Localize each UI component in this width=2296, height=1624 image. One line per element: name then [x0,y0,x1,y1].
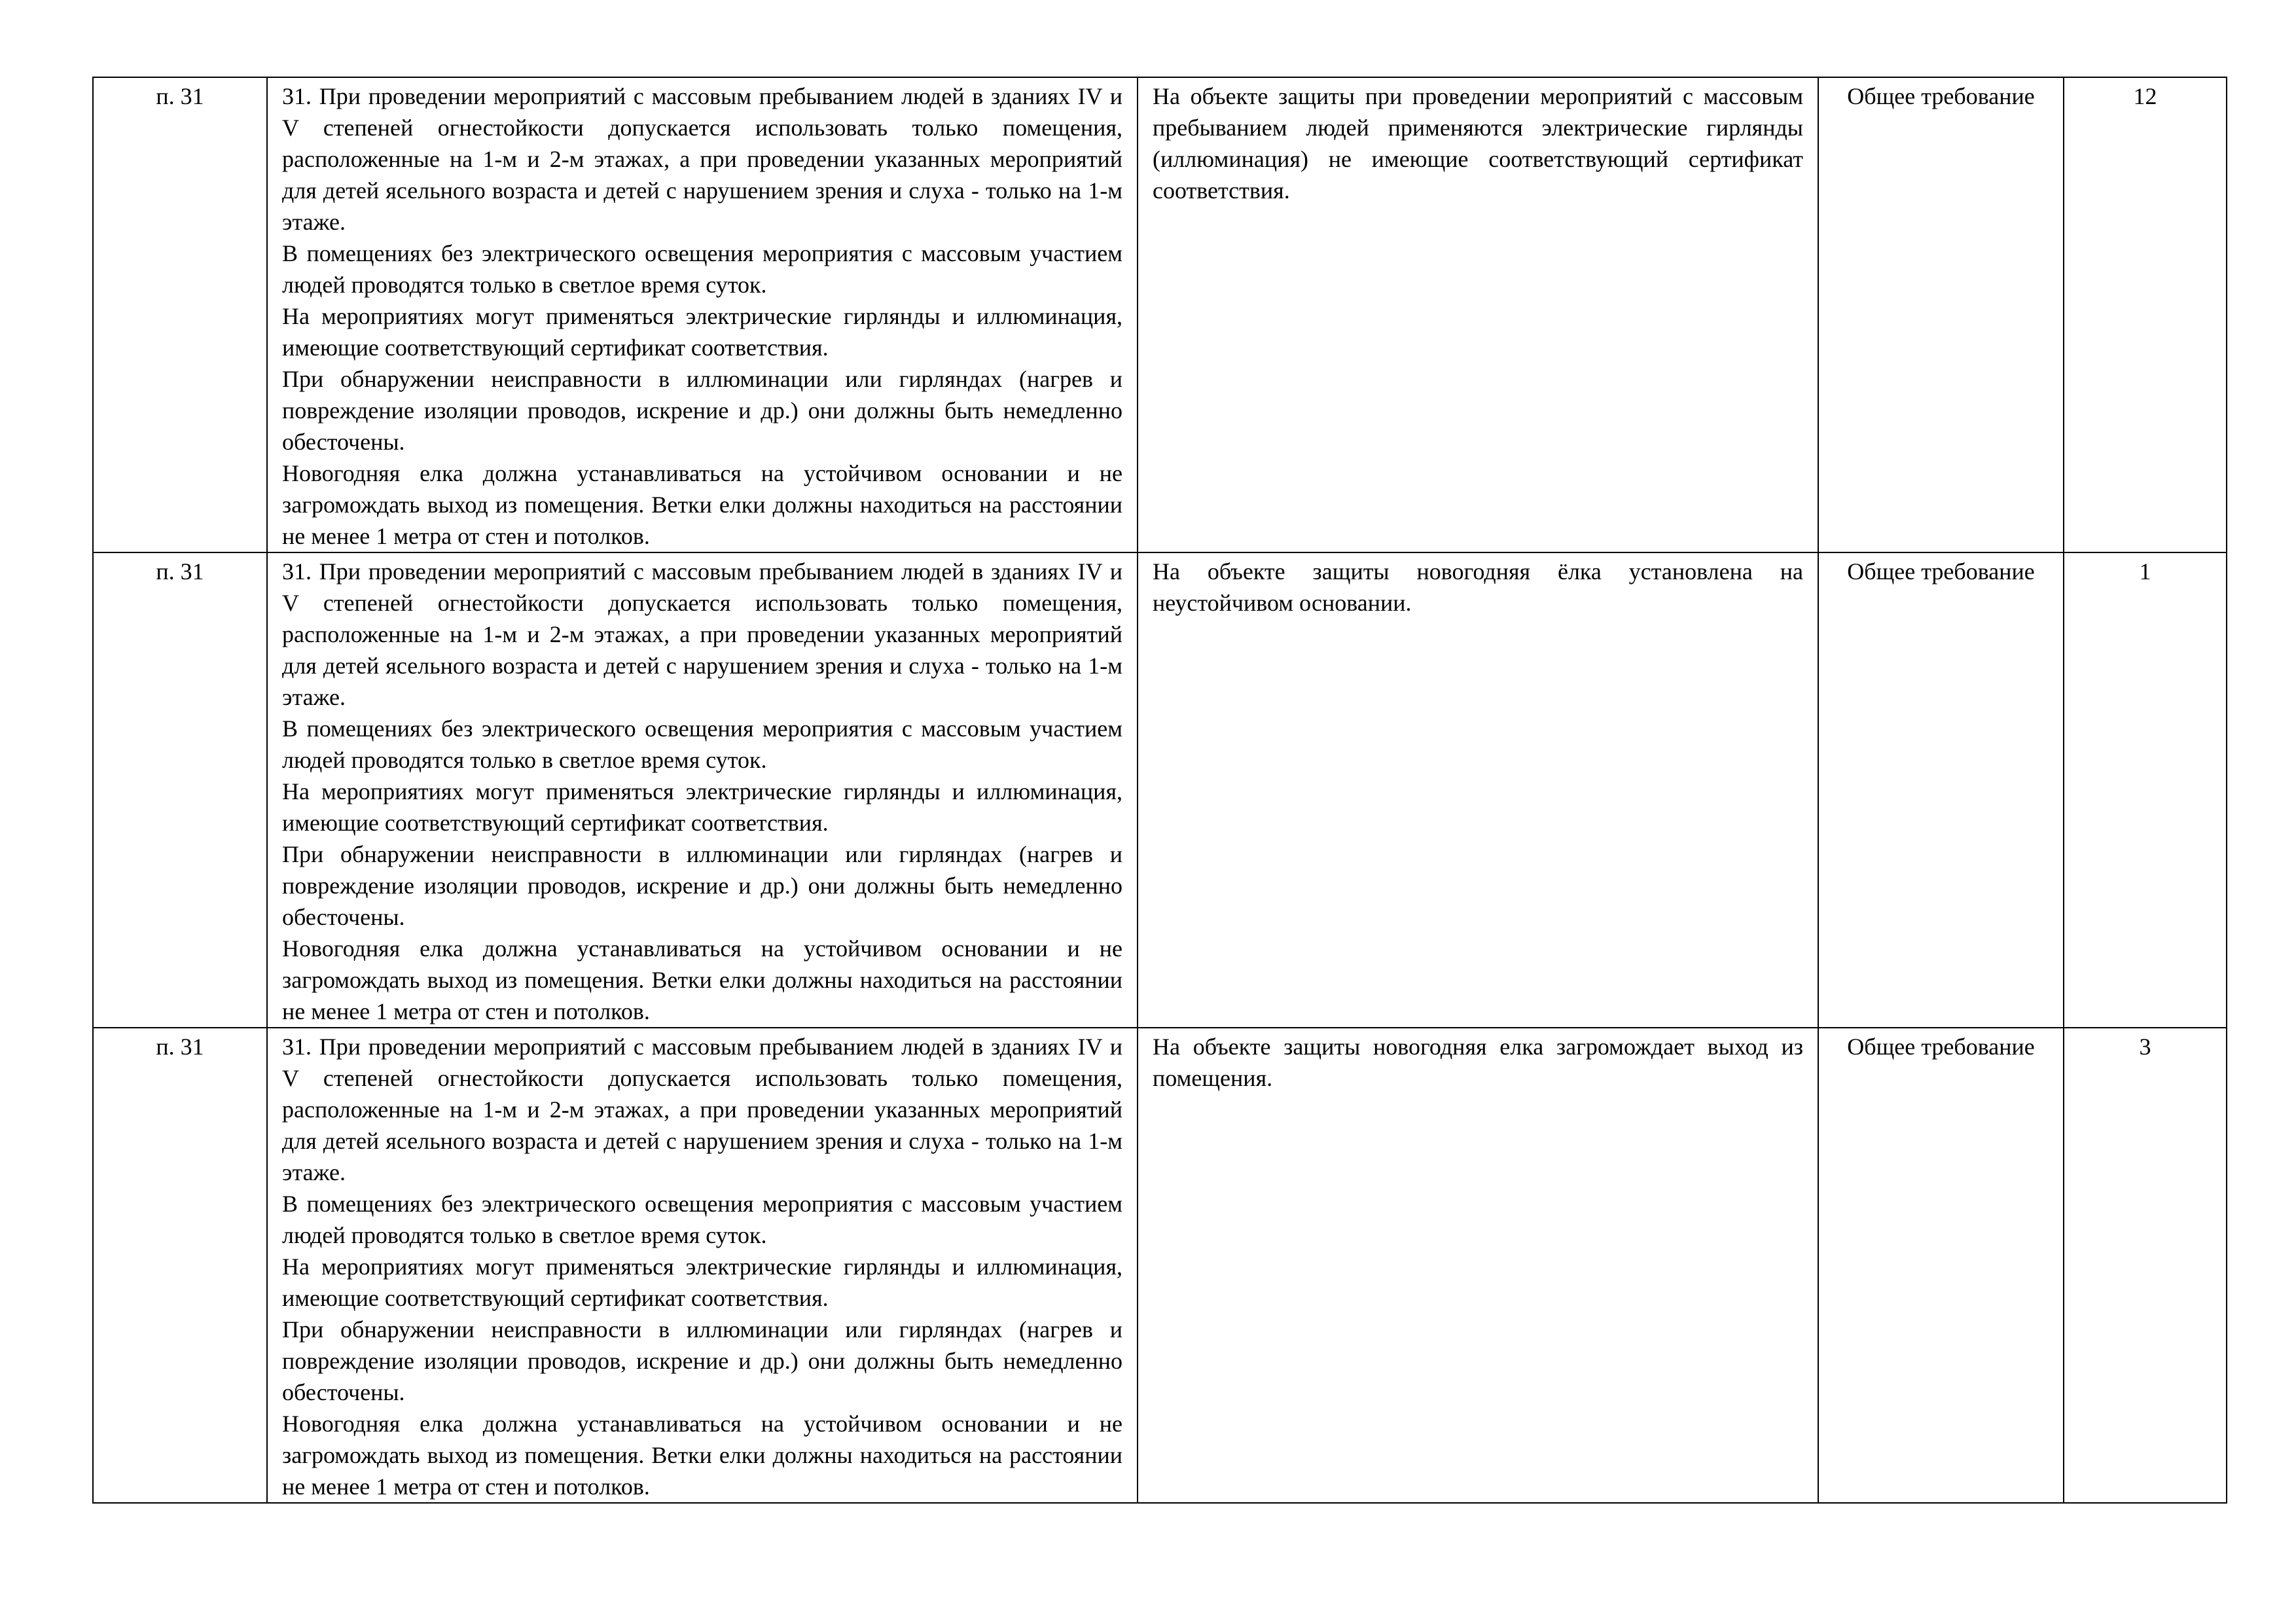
requirement-text-cell [267,552,1138,1028]
requirement-paragraph: Новогодняя елка должна устанавливаться на устойчивом основании и не загромождать выход из помещения. Ветки елки должны находиться на расстоянии не менее 1 метра от стен и потолков. [282,460,1122,549]
table-row [93,1028,2227,1503]
clause-reference-cell: п. 31 [93,552,267,1028]
requirement-paragraph: 31. При проведении мероприятий с массовым пребыванием людей в зданиях IV и V степеней огнестойкости допускается использовать только помещения, расположенные на 1-м и 2-м этажах, а при проведении указанных мероприятий для детей ясельного возраста и детей с нарушением зрения и слуха - только на 1-м этаже. [282,558,1122,710]
requirement-paragraph: При обнаружении неисправности в иллюминации или гирляндах (нагрев и повреждение изоляции проводов, искрение и др.) они должны быть немедленно обесточены. [282,841,1122,930]
violation-description-cell: На объекте защиты новогодняя елка загромождает выход из помещения. [1138,1028,1818,1503]
row-number-cell: 12 [2064,77,2227,552]
violation-description-cell: На объекте защиты новогодняя ёлка установлена на неустойчивом основании. [1138,552,1818,1028]
clause-reference-cell: п. 31 [93,77,267,552]
requirement-paragraph: Новогодняя елка должна устанавливаться на устойчивом основании и не загромождать выход из помещения. Ветки елки должны находиться на расстоянии не менее 1 метра от стен и потолков. [282,1411,1122,1500]
requirement-paragraph: На мероприятиях могут применяться электрические гирлянды и иллюминация, имеющие соответствующий сертификат соответствия. [282,1254,1122,1311]
requirement-paragraph: 31. При проведении мероприятий с массовым пребыванием людей в зданиях IV и V степеней огнестойкости допускается использовать только помещения, расположенные на 1-м и 2-м этажах, а при проведении указанных мероприятий для детей ясельного возраста и детей с нарушением зрения и слуха - только на 1-м этаже. [282,1034,1122,1185]
table-row [93,77,2227,552]
violations-table [92,77,2227,1504]
requirement-text-cell [267,1028,1138,1503]
requirement-paragraph: 31. При проведении мероприятий с массовым пребыванием людей в зданиях IV и V степеней огнестойкости допускается использовать только помещения, расположенные на 1-м и 2-м этажах, а при проведении указанных мероприятий для детей ясельного возраста и детей с нарушением зрения и слуха - только на 1-м этаже. [282,83,1122,235]
row-number-cell: 3 [2064,1028,2227,1503]
violation-description-cell: На объекте защиты при проведении мероприятий с массовым пребыванием людей применяются электрические гирлянды (иллюминация) не имеющие соответствующий сертификат соответствия. [1138,77,1818,552]
requirement-paragraph: При обнаружении неисправности в иллюминации или гирляндах (нагрев и повреждение изоляции проводов, искрение и др.) они должны быть немедленно обесточены. [282,1316,1122,1405]
requirement-paragraph: На мероприятиях могут применяться электрические гирлянды и иллюминация, имеющие соответствующий сертификат соответствия. [282,303,1122,361]
requirement-paragraph: В помещениях без электрического освещения мероприятия с массовым участием людей проводятся только в светлое время суток. [282,1191,1122,1248]
requirement-paragraph: Новогодняя елка должна устанавливаться на устойчивом основании и не загромождать выход из помещения. Ветки елки должны находиться на расстоянии не менее 1 метра от стен и потолков. [282,935,1122,1024]
requirement-paragraph: На мероприятиях могут применяться электрические гирлянды и иллюминация, имеющие соответствующий сертификат соответствия. [282,778,1122,836]
requirement-paragraph: При обнаружении неисправности в иллюминации или гирляндах (нагрев и повреждение изоляции проводов, искрение и др.) они должны быть немедленно обесточены. [282,366,1122,455]
clause-reference-cell: п. 31 [93,1028,267,1503]
requirement-text-cell [267,77,1138,552]
row-number-cell: 1 [2064,552,2227,1028]
requirement-type-cell: Общее требование [1818,552,2064,1028]
requirement-paragraph: В помещениях без электрического освещения мероприятия с массовым участием людей проводятся только в светлое время суток. [282,715,1122,773]
requirement-paragraph: В помещениях без электрического освещения мероприятия с массовым участием людей проводятся только в светлое время суток. [282,240,1122,298]
table-row [93,552,2227,1028]
requirement-type-cell: Общее требование [1818,1028,2064,1503]
requirement-type-cell: Общее требование [1818,77,2064,552]
